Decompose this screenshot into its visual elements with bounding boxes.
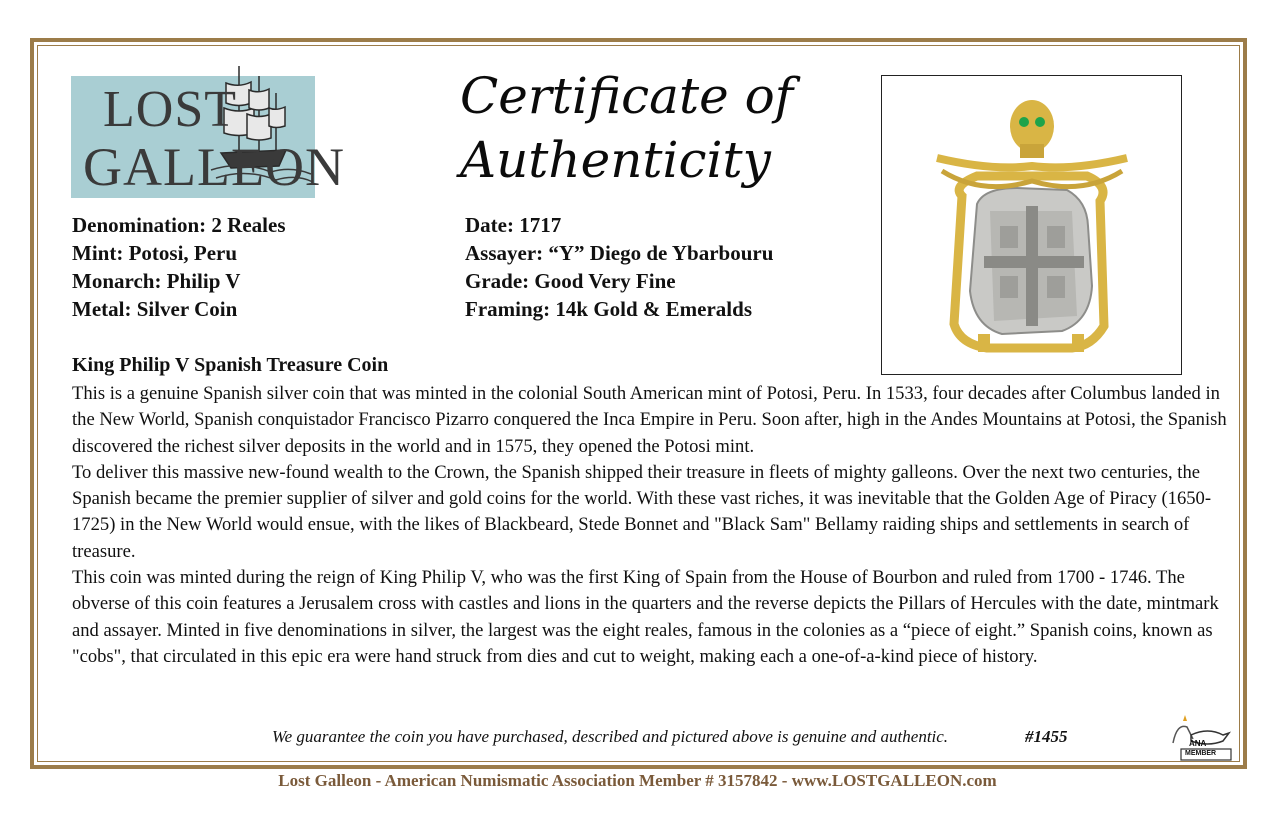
paragraph-piracy: To deliver this massive new-found wealth to the Crown, the Spanish shipped their treasure in fleets of mighty galleons. Over the next two centuries, the Spanish became the premier supplier of silver and gold coins for the world. With these vast riches, it was inevitable that the Golden Age of Piracy (1650-1725) in the New World would ensue, with the likes of Blackbeard, Stede Bonnet and "Black Sam" Bellamy raiding ships and settlements in search of treasure.: [72, 461, 1212, 562]
spec-denomination: Denomination: 2 Reales: [72, 213, 286, 237]
ana-member-badge: [1163, 713, 1235, 763]
spec-mint: Mint: Potosi, Peru: [72, 241, 238, 265]
spec-date: Date: 1717: [465, 213, 562, 237]
ana-badge-top: ANA: [1189, 739, 1207, 748]
spec-metal: Metal: Silver Coin: [72, 297, 238, 321]
paragraph-history: This is a genuine Spanish silver coin that was minted in the colonial South American mint of Potosi, Peru. In 1533, four decades after Columbus landed in the New World, Spanish conquistador Francisco Pizarro conquered the Inca Empire in Peru. Soon after, high in the Andes Mountains at Potosi, the Spanish discovered the richest silver deposits in the world and in 1575, they opened the Potosi mint.: [72, 383, 1227, 457]
guarantee-statement: We guarantee the coin you have purchased, described and pictured above is genuine and authentic.: [272, 727, 949, 746]
spec-assayer: Assayer: “Y” Diego de Ybarbouru: [465, 241, 774, 265]
logo-text-lost: LOST: [103, 81, 237, 138]
ana-badge-bottom: MEMBER: [1185, 750, 1217, 757]
paragraph-coin: This coin was minted during the reign of King Philip V, who was the first King of Spain from the House of Bourbon and ruled from 1700 - 1746. The obverse of this coin features a Jerusalem cross with castles and lions in the quarters and the reverse depicts the Pillars of Hercules with the date, mintmark and assayer. Minted in five denominations in silver, the largest was the eight reales, famous in the colonies as a “piece of eight.” Spanish coins, known as "cobs", that circulated in this epic era were hand struck from dies and cut to weight, making each a one-of-a-kind piece of history.: [72, 567, 1219, 667]
coin-specs-left: [72, 211, 286, 323]
spec-grade: Grade: Good Very Fine: [465, 269, 676, 293]
lost-galleon-logo: [71, 58, 345, 198]
spec-framing: Framing: 14k Gold & Emeralds: [465, 297, 752, 321]
title-line-2: Authenticity: [460, 131, 771, 189]
coin-photo: [881, 75, 1182, 375]
section-heading: King Philip V Spanish Treasure Coin: [72, 354, 389, 376]
footer-line: Lost Galleon - American Numismatic Association Member # 3157842 - www.LOSTGALLEON.com: [278, 771, 997, 790]
coin-pendant-image: [882, 76, 1180, 373]
title-line-1: Certificate of: [460, 67, 794, 125]
spec-monarch: Monarch: Philip V: [72, 269, 241, 293]
description-body: [72, 381, 1232, 670]
logo-text-galleon: GALLEON: [83, 137, 345, 197]
coin-specs-right: [465, 211, 773, 323]
certificate-number: #1455: [1025, 727, 1068, 746]
certificate-title: [460, 64, 820, 192]
